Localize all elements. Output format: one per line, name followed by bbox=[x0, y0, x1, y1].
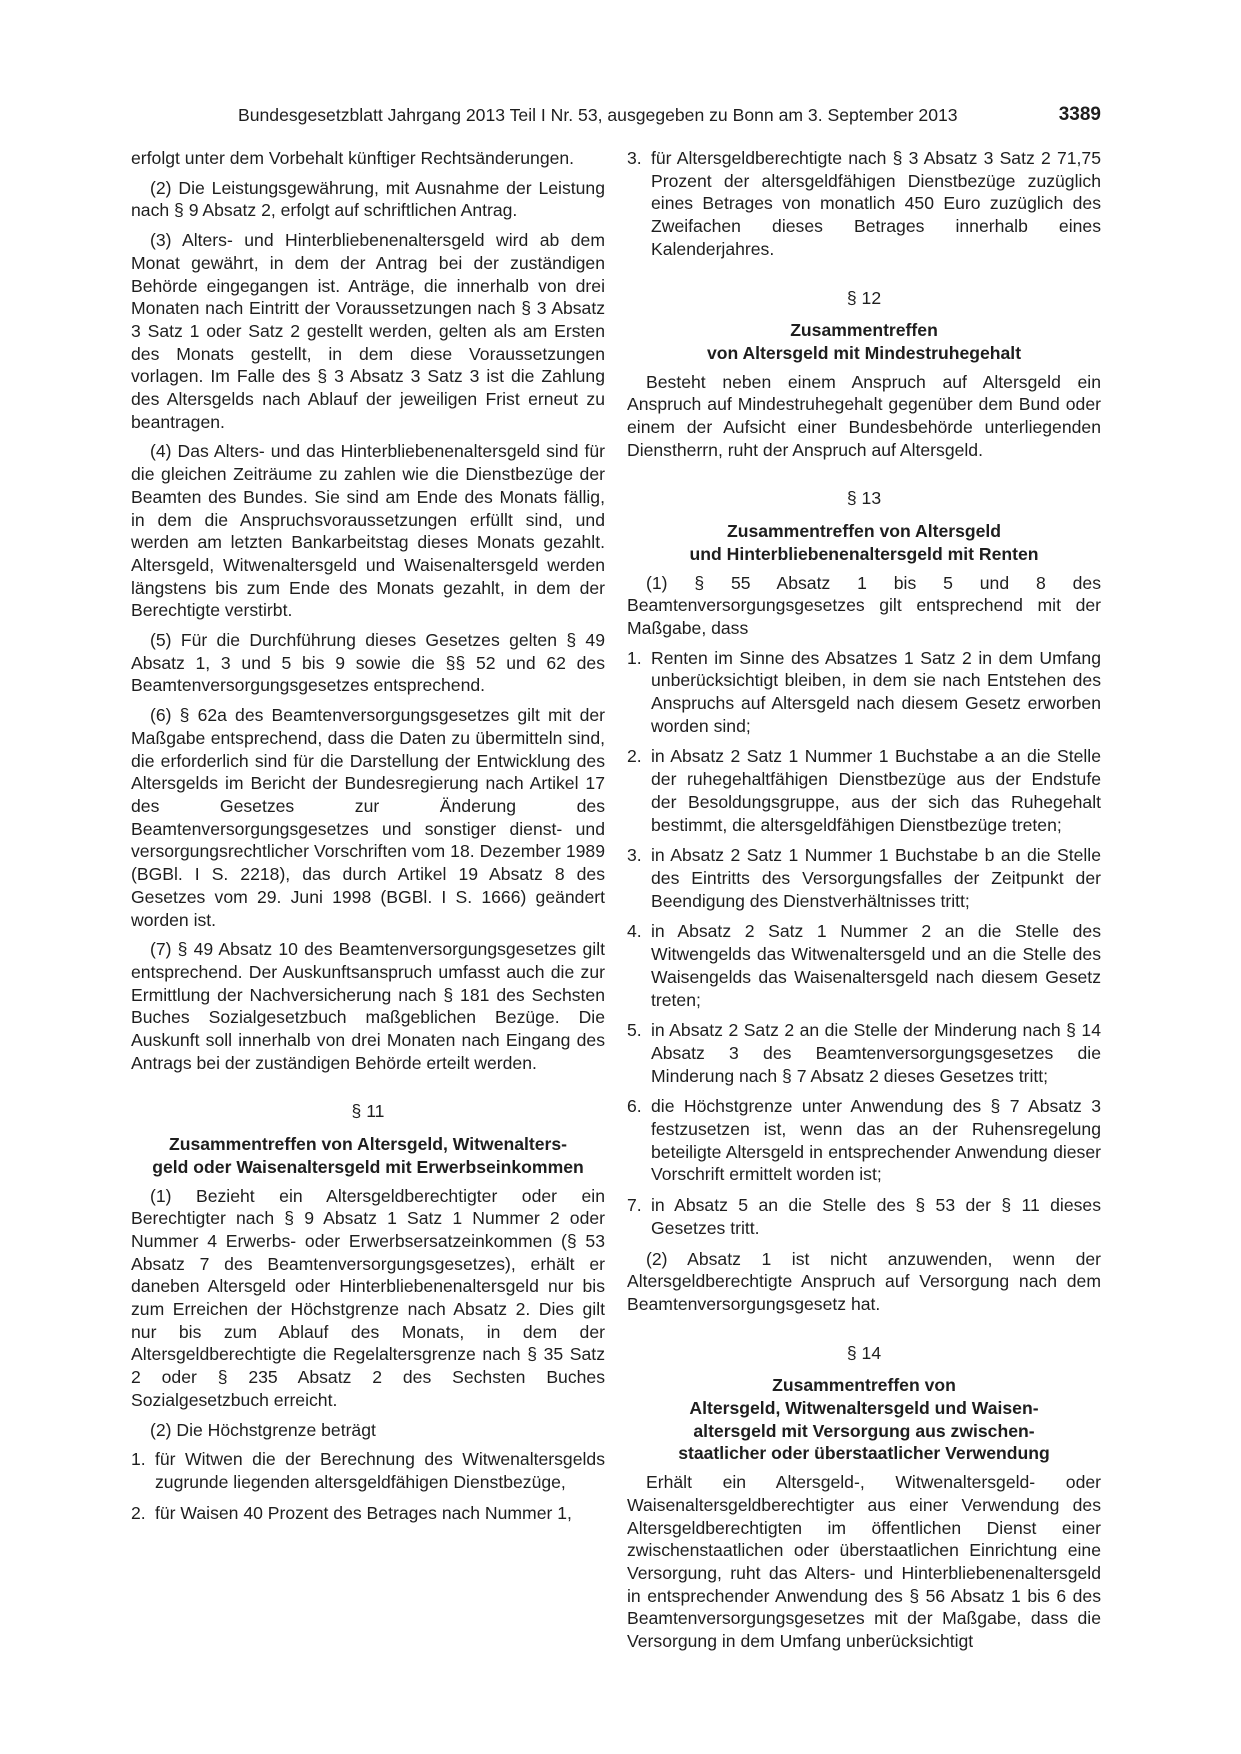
section-title bbox=[627, 1374, 1101, 1465]
list-item bbox=[627, 920, 1101, 1011]
section-title-line: Zusammentreffen von Altersgeld, Witwenalters- bbox=[168, 1134, 568, 1155]
list-item-number: 5. bbox=[627, 1020, 642, 1041]
list-item-number: 4. bbox=[627, 921, 642, 942]
list-item-number: 2. bbox=[627, 746, 642, 767]
list-item-number: 1. bbox=[627, 647, 642, 668]
list-item-number: 3. bbox=[627, 148, 642, 168]
list-item-text: in Absatz 2 Satz 1 Nummer 1 Buchstabe a an die Stelle der ruhegehaltfähigen Dienstbezüge aus der Endstufe der Besoldungsgruppe, aus der sich das Ruhegehalt bestimmt, die altersgeldfähigen Dienstbezüge treten; bbox=[651, 746, 1101, 835]
list-item bbox=[627, 1019, 1101, 1087]
list-item-text: die Höchstgrenze unter Anwendung des § 7 Absatz 3 festzusetzen ist, wenn das an der Ruhensregelung beteiligte Altersgeld in entsprechender Anwendung dieser Vorschrift ermittelt worden ist; bbox=[651, 1096, 1101, 1185]
section-title-line: Zusammentreffen bbox=[790, 320, 938, 341]
list-item-number: 2. bbox=[131, 1502, 146, 1523]
section-number: § 11 bbox=[351, 1101, 385, 1122]
running-header bbox=[238, 100, 1101, 130]
paragraph: (6) § 62a des Beamtenversorgungsgesetzes gilt mit der Maßgabe entsprechend, dass die Daten zu übermitteln sind, die erforderlich sind für die Darstellung der Entwicklung des Altersgelds im Bericht der Bundesregierung nach Artikel 17 des Gesetzes zur Änderung des Beamtenversorgungsgesetzes und sonstiger dienst- und versorgungsrechtlicher Vorschriften vom 18. Dezember 1989 (BGBl. I S. 2218), das durch Artikel 19 Absatz 8 des Gesetzes vom 29. Juni 1998 (BGBl. I S. 1666) geändert worden ist. bbox=[131, 705, 605, 930]
section-title-line: von Altersgeld mit Mindestruhegehalt bbox=[706, 342, 1022, 363]
paragraph: Besteht neben einem Anspruch auf Altersgeld ein Anspruch auf Mindestruhegehalt gegenüber dem Bund oder einem der Aufsicht einer Bundesbehörde unterliegenden Dienstherrn, ruht der Anspruch auf Altersgeld. bbox=[627, 371, 1101, 460]
section-title-line: geld oder Waisenaltersgeld mit Erwerbseinkommen bbox=[152, 1156, 584, 1177]
section-number: § 14 bbox=[846, 1342, 882, 1363]
right-column bbox=[627, 147, 1101, 1660]
list-item bbox=[627, 1194, 1101, 1239]
section-title-line: staatlicher oder überstaatlicher Verwendung bbox=[678, 1443, 1050, 1464]
list-item-number: 6. bbox=[627, 1096, 642, 1117]
paragraph: (5) Für die Durchführung dieses Gesetzes gelten § 49 Absatz 1, 3 und 5 bis 9 sowie die §§ 52 und 62 des Beamtenversorgungsgesetzes entsprechend. bbox=[131, 630, 605, 696]
section-title-line: Zusammentreffen von bbox=[772, 1375, 956, 1396]
list-item-text: für Waisen 40 Prozent des Betrages nach Nummer 1, bbox=[155, 1502, 572, 1523]
paragraph: Erhält ein Altersgeld-, Witwenaltersgeld- oder Waisenaltersgeldberechtigter aus einer Verwendung des Altersgeldberechtigten im öffentlichen Dienst einer zwischenstaatlichen oder überstaatlichen Einrichtung eine Versorgung, ruht das Alters- und Hinterbliebenenaltersgeld in entsprechender Anwendung des § 56 Absatz 1 bis 6 des Beamtenversorgungsgesetzes mit der Maßgabe, dass die Versorgung in dem Umfang unberücksichtigt bbox=[627, 1472, 1101, 1652]
list-item bbox=[627, 1095, 1101, 1186]
list-item bbox=[627, 647, 1101, 738]
list-item-number: 1. bbox=[131, 1449, 146, 1470]
section-title-line: Zusammentreffen von Altersgeld bbox=[726, 521, 1002, 542]
section-title bbox=[131, 1133, 605, 1178]
paragraph: (3) Alters- und Hinterbliebenenaltersgeld wird ab dem Monat gewährt, in dem der Antrag bei der zuständigen Behörde eingegangen ist. Anträge, die innerhalb von drei Monaten nach Eintritt der Voraussetzungen nach § 3 Absatz 3 Satz 1 oder Satz 2 gestellt werden, gelten als am Ersten des Monats gestellt, in dem diese Voraussetzungen vorlagen. Im Falle des § 3 Absatz 3 Satz 3 ist die Zahlung des Altersgelds nach Ablauf der jeweiligen Frist erneut zu beantragen. bbox=[131, 230, 605, 432]
list-item-text: in Absatz 2 Satz 1 Nummer 2 an die Stelle des Witwengelds das Witwenaltersgeld und an die Stelle des Waisengelds das Waisenaltersgeld nach diesem Gesetz treten; bbox=[651, 921, 1101, 1010]
section-title-line: Altersgeld, Witwenaltersgeld und Waisen- bbox=[689, 1398, 1039, 1419]
list-item-text: für Altersgeldberechtigte nach § 3 Absatz 3 Satz 2 71,75 Prozent der altersgeldfähigen Dienstbezüge zuzüglich eines Betrages von monatlich 450 Euro zuzüglich des Zweifachen dieses Betrages innerhalb eines Kalenderjahres. bbox=[651, 148, 1101, 259]
paragraph: (1) Bezieht ein Altersgeldberechtigter oder ein Berechtigter nach § 9 Absatz 1 Satz 1 Nummer 2 oder Nummer 4 Erwerbs- oder Erwerbsersatzeinkommen (§ 53 Absatz 7 des Beamtenversorgungsgesetzes), erhält er daneben Altersgeld oder Hinterbliebenenaltersgeld nur bis zum Erreichen der Höchstgrenze nach Absatz 2. Dies gilt nur bis zum Ablauf des Monats, in dem der Altersgeldberechtigte die Regelaltersgrenze nach § 35 Satz 2 oder § 235 Absatz 2 des Sechsten Buches Sozialgesetzbuch erreicht. bbox=[131, 1185, 605, 1410]
list-item-text: in Absatz 2 Satz 2 an die Stelle der Minderung nach § 14 Absatz 3 des Beamtenversorgungsgesetzes die Minderung nach § 7 Absatz 2 dieses Gesetzes tritt; bbox=[651, 1020, 1101, 1086]
list-item-text: für Witwen die der Berechnung des Witwenaltersgelds zugrunde liegenden altersgeldfähigen Dienstbezüge, bbox=[155, 1449, 605, 1492]
section-number: § 12 bbox=[846, 287, 882, 308]
paragraph: (2) Absatz 1 ist nicht anzuwenden, wenn der Altersgeldberechtigte Anspruch auf Versorgung nach dem Beamtenversorgungsgesetz hat. bbox=[627, 1248, 1101, 1314]
list-item bbox=[627, 844, 1101, 912]
list-item bbox=[131, 1448, 605, 1493]
list-item-text: in Absatz 2 Satz 1 Nummer 1 Buchstabe b an die Stelle des Eintritts des Versorgungsfalles der Zeitpunkt der Beendigung des Dienstverhältnisses tritt; bbox=[651, 845, 1101, 911]
list-item-text: Renten im Sinne des Absatzes 1 Satz 2 in dem Umfang unberücksichtigt bleiben, in dem sie nach Entstehen des Anspruchs auf Altersgeld nach diesem Gesetz erworben worden sind; bbox=[651, 647, 1101, 736]
list-item bbox=[627, 745, 1101, 836]
section-title bbox=[627, 319, 1101, 364]
paragraph: erfolgt unter dem Vorbehalt künftiger Rechtsänderungen. bbox=[131, 148, 575, 168]
left-column bbox=[131, 147, 605, 1532]
list-item-number: 7. bbox=[627, 1195, 642, 1216]
paragraph: (2) Die Höchstgrenze beträgt bbox=[150, 1419, 376, 1440]
section-title-line: altersgeld mit Versorgung aus zwischen- bbox=[693, 1420, 1035, 1441]
list-item-number: 3. bbox=[627, 845, 642, 866]
section-title bbox=[627, 520, 1101, 565]
section-title-line: und Hinterbliebenenaltersgeld mit Renten bbox=[689, 543, 1039, 564]
paragraph: (4) Das Alters- und das Hinterbliebenenaltersgeld sind für die gleichen Zeiträume zu zahlen wie die Dienstbezüge der Beamten des Bundes. Sie sind am Ende des Monats fällig, in dem die Anspruchsvoraussetzungen erfüllt sind, und werden am letzten Bankarbeitstag dieses Monats gezahlt. Altersgeld, Witwenaltersgeld und Waisenaltersgeld werden längstens bis zum Ende des Monats gezahlt, in dem der Berechtigte verstirbt. bbox=[131, 441, 605, 621]
page-number: 3389 bbox=[1058, 104, 1101, 125]
list-item bbox=[627, 147, 1101, 261]
paragraph: (2) Die Leistungsgewährung, mit Ausnahme der Leistung nach § 9 Absatz 2, erfolgt auf schriftlichen Antrag. bbox=[131, 177, 605, 221]
paragraph: (7) § 49 Absatz 10 des Beamtenversorgungsgesetzes gilt entsprechend. Der Auskunftsanspruch umfasst auch die zur Ermittlung der Nachversicherung nach § 181 des Sechsten Buches Sozialgesetzbuch maßgeblichen Bezüge. Die Auskunft soll innerhalb von drei Monaten nach Eingang des Antrags bei der zuständigen Behörde erteilt werden. bbox=[131, 939, 605, 1073]
section-number: § 13 bbox=[846, 488, 882, 509]
list-item bbox=[131, 1502, 605, 1525]
paragraph: (1) § 55 Absatz 1 bis 5 und 8 des Beamtenversorgungsgesetzes gilt entsprechend mit der Maßgabe, dass bbox=[627, 572, 1101, 638]
header-text: Bundesgesetzblatt Jahrgang 2013 Teil I Nr. 53, ausgegeben zu Bonn am 3. September 2013 bbox=[238, 105, 958, 125]
list-item-text: in Absatz 5 an die Stelle des § 53 der § 11 dieses Gesetzes tritt. bbox=[651, 1195, 1101, 1238]
